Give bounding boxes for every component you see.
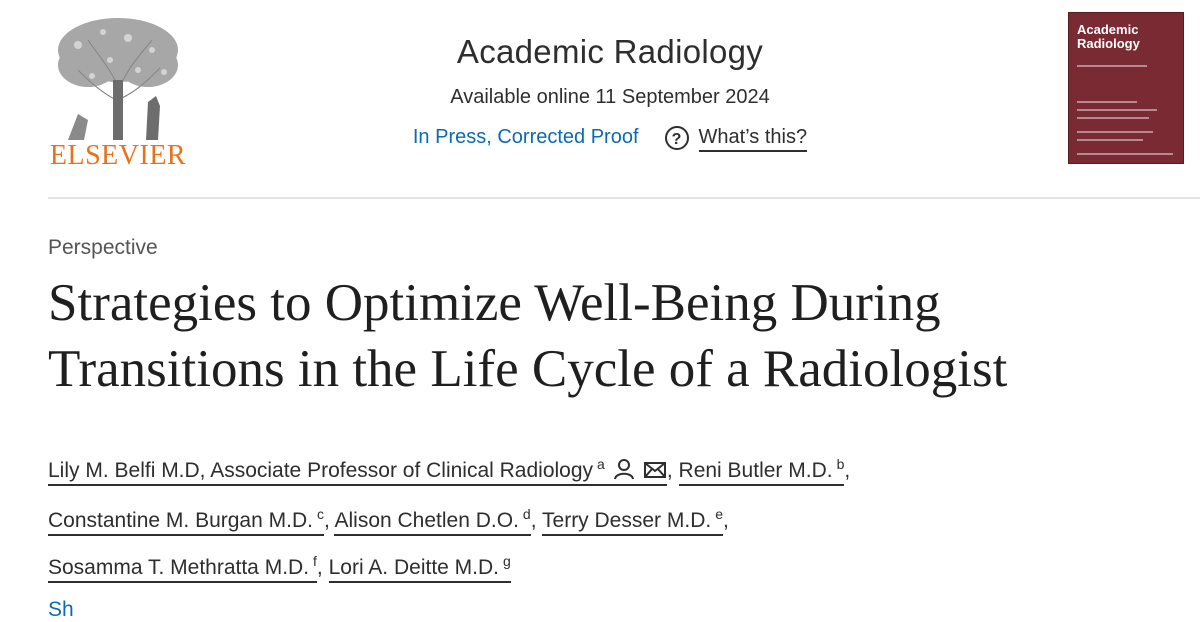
author-separator: , xyxy=(666,459,673,482)
show-more-link[interactable]: Sh xyxy=(48,598,74,621)
author-link[interactable] xyxy=(542,506,723,536)
author-separator: , xyxy=(844,459,851,482)
whats-this-button[interactable] xyxy=(665,124,808,153)
journal-header xyxy=(340,32,940,153)
author-separator: , xyxy=(323,509,330,532)
article-title: Strategies to Optimize Well-Being During Transitions in the Life Cycle of a Radiologist xyxy=(48,274,1008,398)
affiliation-marker: e xyxy=(715,506,723,522)
journal-cover-thumbnail[interactable] xyxy=(1068,12,1184,164)
author-name: Lori A. Deitte M.D. xyxy=(328,556,499,579)
mail-icon xyxy=(643,454,667,494)
author-list xyxy=(48,444,1188,588)
author-name: Reni Butler M.D. xyxy=(678,459,833,482)
cover-line xyxy=(1077,101,1137,103)
cover-line xyxy=(1077,139,1143,141)
person-icon xyxy=(613,454,635,494)
affiliation-marker: b xyxy=(836,456,845,472)
author-name: Constantine M. Burgan M.D. xyxy=(48,509,313,532)
affiliation-marker: f xyxy=(313,553,317,569)
author-separator: , xyxy=(316,556,323,579)
author-separator: , xyxy=(530,509,537,532)
author-link[interactable] xyxy=(328,553,511,583)
cover-line xyxy=(1077,117,1149,119)
whats-this-label: What’s this? xyxy=(699,124,808,152)
in-press-link[interactable]: In Press, Corrected Proof xyxy=(412,126,639,148)
author-link[interactable] xyxy=(48,553,317,583)
affiliation-marker: a xyxy=(597,456,605,472)
author-name: Alison Chetlen D.O. xyxy=(334,509,519,532)
article-type-label: Perspective xyxy=(48,236,158,259)
author-name: Sosamma T. Methratta M.D. xyxy=(48,556,310,579)
publisher-wordmark[interactable]: ELSEVIER xyxy=(49,140,187,171)
author-name: Terry Desser M.D. xyxy=(542,509,712,532)
cover-line xyxy=(1077,65,1147,67)
cover-line xyxy=(1077,109,1157,111)
author-link[interactable] xyxy=(48,456,667,486)
header-divider xyxy=(48,197,1200,199)
author-link[interactable] xyxy=(678,456,845,486)
question-icon: ? xyxy=(665,126,689,150)
cover-line xyxy=(1077,131,1153,133)
affiliation-marker: c xyxy=(316,506,324,522)
available-online-date: Available online 11 September 2024 xyxy=(450,86,770,108)
cover-title: Academic Radiology xyxy=(1077,22,1140,51)
article-status-row xyxy=(310,124,910,153)
affiliation-marker: d xyxy=(522,506,531,522)
author-name: Lily M. Belfi M.D, Associate Professor of Clinical Radiology xyxy=(48,459,594,482)
cover-line xyxy=(1077,153,1173,155)
journal-title[interactable]: Academic Radiology xyxy=(456,33,764,70)
affiliation-marker: g xyxy=(503,553,511,569)
author-link[interactable] xyxy=(334,506,531,536)
author-link[interactable] xyxy=(48,506,324,536)
author-separator: , xyxy=(723,509,729,532)
